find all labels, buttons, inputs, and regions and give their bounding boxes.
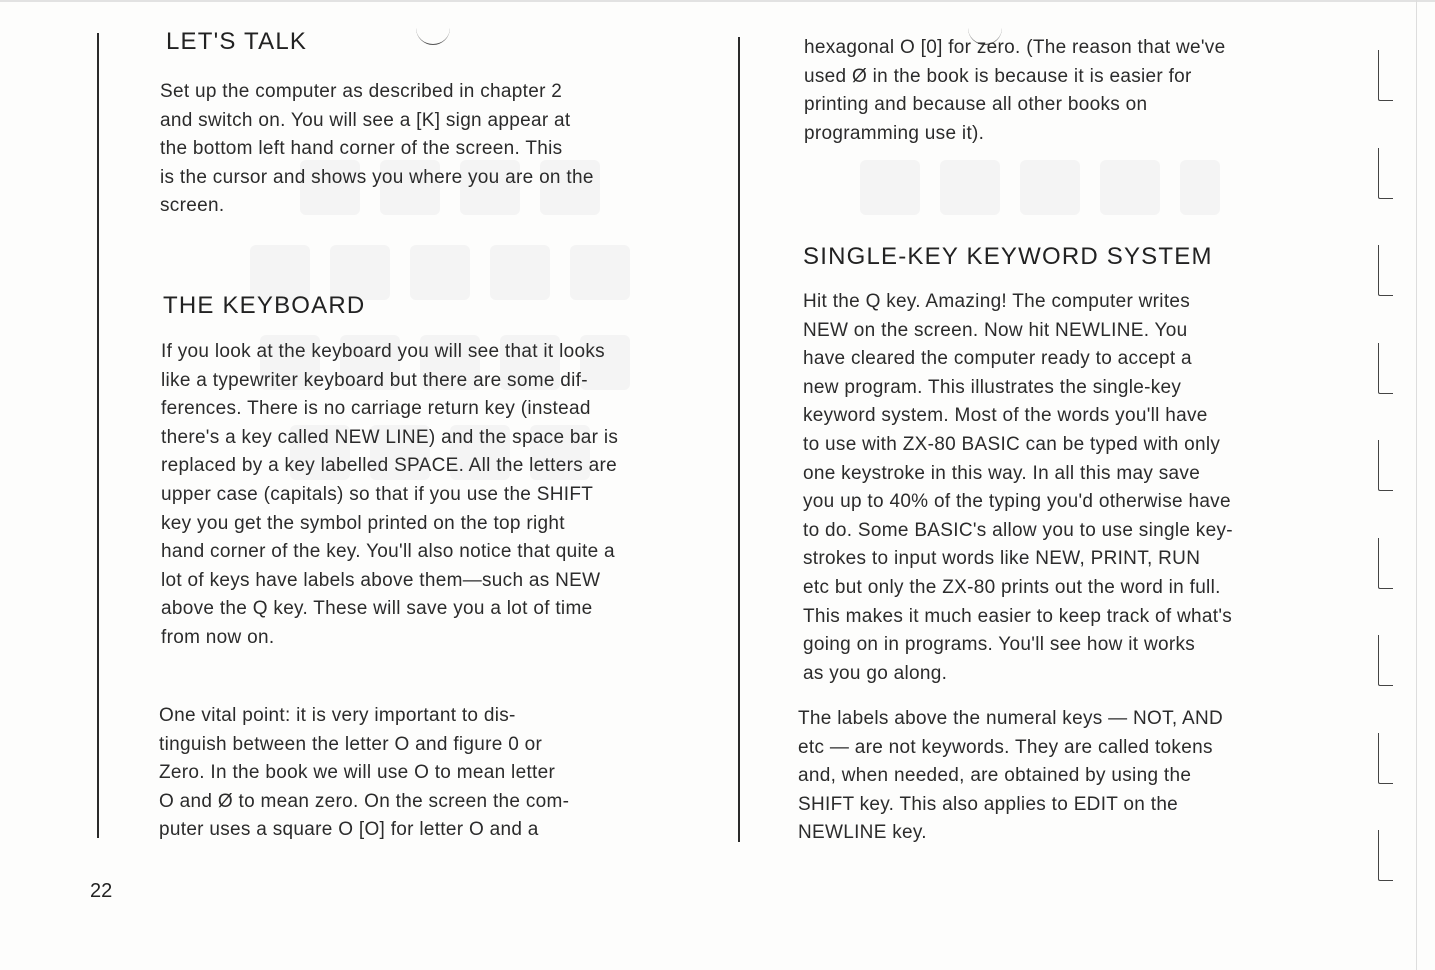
paragraph-lets-talk [160,78,636,221]
center-column-rule [738,37,740,842]
paragraph-keyboard [161,338,637,653]
keyboard-text: If you look at the keyboard you will see that it looks like a typewriter keyboard but there are some dif- ferences. There is no carriage return key (instead there's a key called NEW LINE) and the space bar is replaced by a key labelled SPACE. All the letters are upper case (capitals) so that if you use the SHIFT key you get the symbol printed on the top right hand corner of the key. You'll also notice that quite a lot of keys have labels above them—such as NEW above the Q key. These will save you a lot of time from now on. [161,341,619,648]
paragraph-continuation [804,34,1276,148]
index-tab [1378,440,1393,491]
index-tab [1378,538,1393,589]
index-tab [1378,50,1393,101]
lets-talk-text: Set up the computer as described in chapter 2 and switch on. You will see a [K] sign appear at the bottom left hand corner of the screen. This is the cursor and shows you where you are on the screen. [160,81,594,217]
single-key-text: Hit the Q key. Amazing! The computer writes NEW on the screen. Now hit NEWLINE. You have cleared the computer ready to accept a new program. This illustrates the single-key keyword system. Most of the words you'll have to use with ZX-80 BASIC can be typed with only one keystroke in this way. In all this may save you up to 40% of the typing you'd otherwise have to do. Some BASIC's allow you to use single key- strokes to input words like NEW, PRINT, RUN etc but only the ZX-80 prints out the word in full. This makes it much easier to keep track of what's going on in programs. You'll see how it works as you go along. [803,291,1233,684]
index-tab [1378,148,1393,199]
index-tab [1378,733,1393,784]
index-tab [1378,635,1393,686]
vital-point-text: One vital point: it is very important to dis- tinguish between the letter O and figure 0 or Zero. In the book we will use O to mean letter O and Ø to mean zero. On the screen the com- puter uses a square O [O] for letter O and a [159,705,570,841]
paragraph-single-key [803,288,1276,688]
heading-keyboard: THE KEYBOARD [163,292,366,319]
tokens-text: The labels above the numeral keys — NOT, AND etc — are not keywords. They are called tokens and, when needed, are obtained by using the SHIFT key. This also applies to EDIT on the NEWLINE key. [798,708,1224,844]
index-tab [1378,830,1393,881]
continuation-text: hexagonal O [0] for zero. (The reason that we've used Ø in the book is because it is easier for printing and because all other books on programming use it). [804,37,1226,144]
index-tab [1378,343,1393,394]
page-number: 22 [90,880,113,902]
page-right-edge [1416,0,1417,970]
paragraph-vital-point [159,702,631,845]
heading-lets-talk: LET'S TALK [166,28,308,55]
page-top-edge [0,0,1435,2]
index-tab [1378,245,1393,296]
paragraph-tokens [798,705,1272,848]
left-column-rule [97,33,99,838]
punch-hole-left [416,26,450,45]
heading-single-key-keyword-system: SINGLE-KEY KEYWORD SYSTEM [803,243,1213,270]
